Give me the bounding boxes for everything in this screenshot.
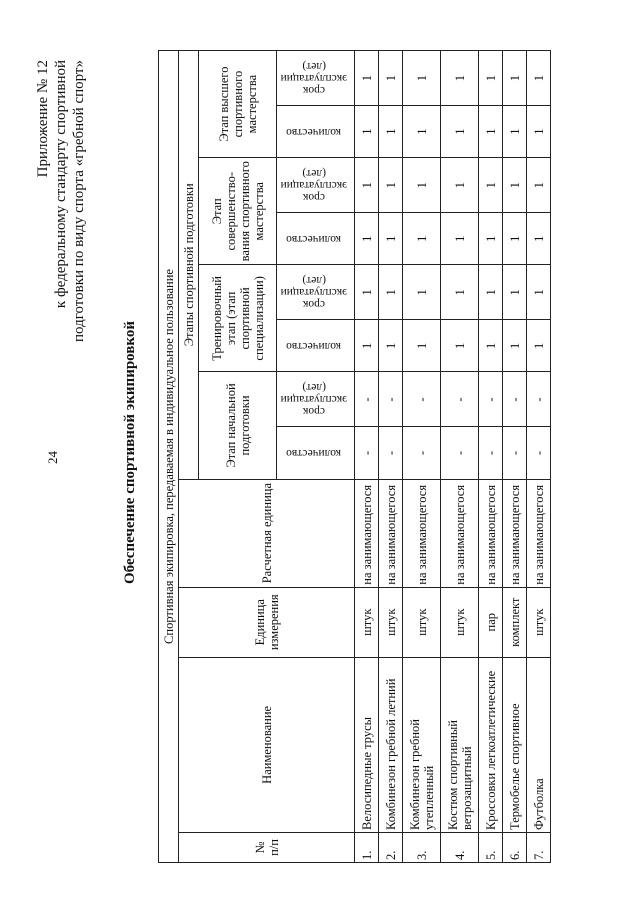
- row-value: 1: [441, 265, 479, 320]
- row-value: 1: [503, 265, 527, 320]
- row-value: 1: [441, 158, 479, 213]
- row-name: Велосипедные трусы: [355, 657, 379, 832]
- row-name: Термобелье спортивное: [503, 657, 527, 832]
- row-value: -: [479, 372, 503, 427]
- row-calc: на занимающегося: [503, 479, 527, 587]
- table-row: [479, 51, 503, 863]
- row-value: -: [355, 372, 379, 427]
- table-row: [503, 51, 527, 863]
- row-number: 5.: [479, 832, 503, 862]
- sub-qty-1: количество: [277, 427, 355, 479]
- appendix-line-3: подготовки по виду спорта «гребной спорт»: [71, 60, 87, 343]
- row-value: 1: [355, 265, 379, 320]
- row-number: 3.: [403, 832, 441, 862]
- table-row: [527, 51, 551, 863]
- row-value: 1: [355, 106, 379, 158]
- header-name: Наименование: [179, 657, 355, 832]
- row-name: Кроссовки легкоатлетические: [479, 657, 503, 832]
- row-value: 1: [355, 320, 379, 372]
- sub-qty-2: количество: [277, 320, 355, 372]
- row-calc: на занимающегося: [403, 479, 441, 587]
- row-number: 2.: [379, 832, 403, 862]
- row-value: 1: [379, 320, 403, 372]
- row-unit: штук: [403, 587, 441, 657]
- row-calc: на занимающегося: [355, 479, 379, 587]
- row-value: 1: [441, 213, 479, 265]
- row-number: 6.: [503, 832, 527, 862]
- row-unit: штук: [527, 587, 551, 657]
- row-value: 1: [503, 213, 527, 265]
- appendix-header: [34, 60, 88, 342]
- row-value: 1: [403, 51, 441, 106]
- row-value: 1: [479, 51, 503, 106]
- row-value: 1: [379, 265, 403, 320]
- page-number: 24: [45, 451, 60, 464]
- row-unit: штук: [379, 587, 403, 657]
- row-unit: комплект: [503, 587, 527, 657]
- table-row: [403, 51, 441, 863]
- row-value: 1: [527, 158, 551, 213]
- row-value: 1: [403, 213, 441, 265]
- row-value: -: [441, 427, 479, 479]
- sub-term-2: срок эксплуатации (лет): [277, 265, 355, 320]
- row-value: 1: [479, 213, 503, 265]
- header-stage-3: Этап совершенство-вания спортивного мастерства: [199, 158, 277, 265]
- table-row: [379, 51, 403, 863]
- sub-term-1: срок эксплуатации (лет): [277, 372, 355, 427]
- row-value: 1: [355, 158, 379, 213]
- row-value: 1: [527, 106, 551, 158]
- row-name: Комбинезон гребной утепленный: [403, 657, 441, 832]
- row-value: 1: [503, 51, 527, 106]
- row-value: -: [479, 427, 503, 479]
- row-name: Комбинезон гребной летний: [379, 657, 403, 832]
- row-value: 1: [379, 51, 403, 106]
- row-value: 1: [403, 265, 441, 320]
- appendix-line-2: к федеральному стандарту спортивной: [53, 60, 69, 309]
- row-number: 1.: [355, 832, 379, 862]
- row-unit: штук: [441, 587, 479, 657]
- row-unit: штук: [355, 587, 379, 657]
- header-stage-4: Этап высшего спортивного мастерства: [199, 51, 277, 158]
- row-value: 1: [503, 320, 527, 372]
- sub-term-4: срок эксплуатации (лет): [277, 51, 355, 106]
- row-unit: пар: [479, 587, 503, 657]
- row-calc: на занимающегося: [379, 479, 403, 587]
- row-value: 1: [479, 158, 503, 213]
- row-value: 1: [479, 265, 503, 320]
- row-value: -: [379, 427, 403, 479]
- header-calc: Расчетная единица: [179, 479, 355, 587]
- header-stages: Этапы спортивной подготовки: [179, 51, 199, 480]
- appendix-line-1: Приложение № 12: [35, 60, 51, 178]
- row-name: Футболка: [527, 657, 551, 832]
- sub-qty-4: количество: [277, 106, 355, 158]
- row-value: 1: [441, 51, 479, 106]
- row-value: 1: [527, 213, 551, 265]
- header-unit: Единица измерения: [179, 587, 355, 657]
- row-value: 1: [441, 106, 479, 158]
- row-value: 1: [355, 213, 379, 265]
- row-value: 1: [379, 213, 403, 265]
- row-value: 1: [355, 51, 379, 106]
- row-value: 1: [503, 158, 527, 213]
- header-num: № п/п: [179, 832, 355, 862]
- header-stage-2: Тренировочный этап (этап спортивной специализации): [199, 265, 277, 372]
- sub-qty-3: количество: [277, 213, 355, 265]
- row-value: -: [503, 372, 527, 427]
- sub-term-3: срок эксплуатации (лет): [277, 158, 355, 213]
- row-value: 1: [441, 320, 479, 372]
- row-value: 1: [479, 320, 503, 372]
- row-value: 1: [527, 265, 551, 320]
- row-number: 7.: [527, 832, 551, 862]
- row-value: -: [527, 427, 551, 479]
- header-stage-1: Этап начальной подготовки: [199, 372, 277, 479]
- row-value: -: [441, 372, 479, 427]
- row-calc: на занимающегося: [479, 479, 503, 587]
- row-value: -: [527, 372, 551, 427]
- row-value: 1: [379, 158, 403, 213]
- row-name: Костюм спортивный ветрозащитный: [441, 657, 479, 832]
- row-value: -: [503, 427, 527, 479]
- row-calc: на занимающегося: [527, 479, 551, 587]
- row-value: 1: [479, 106, 503, 158]
- table-row: [441, 51, 479, 863]
- row-value: 1: [527, 320, 551, 372]
- document-title: Обеспечение спортивной экипировкой: [122, 321, 138, 585]
- row-value: 1: [527, 51, 551, 106]
- table-row: [355, 51, 379, 863]
- row-calc: на занимающегося: [441, 479, 479, 587]
- row-value: -: [379, 372, 403, 427]
- equipment-table: [158, 50, 551, 863]
- row-value: -: [355, 427, 379, 479]
- row-value: 1: [403, 158, 441, 213]
- row-value: 1: [403, 106, 441, 158]
- row-number: 4.: [441, 832, 479, 862]
- row-value: 1: [379, 106, 403, 158]
- row-value: 1: [503, 106, 527, 158]
- row-value: -: [403, 427, 441, 479]
- row-value: 1: [403, 320, 441, 372]
- table-top-header: Спортивная экипировка, передаваемая в индивидуальное пользование: [159, 51, 179, 863]
- row-value: -: [403, 372, 441, 427]
